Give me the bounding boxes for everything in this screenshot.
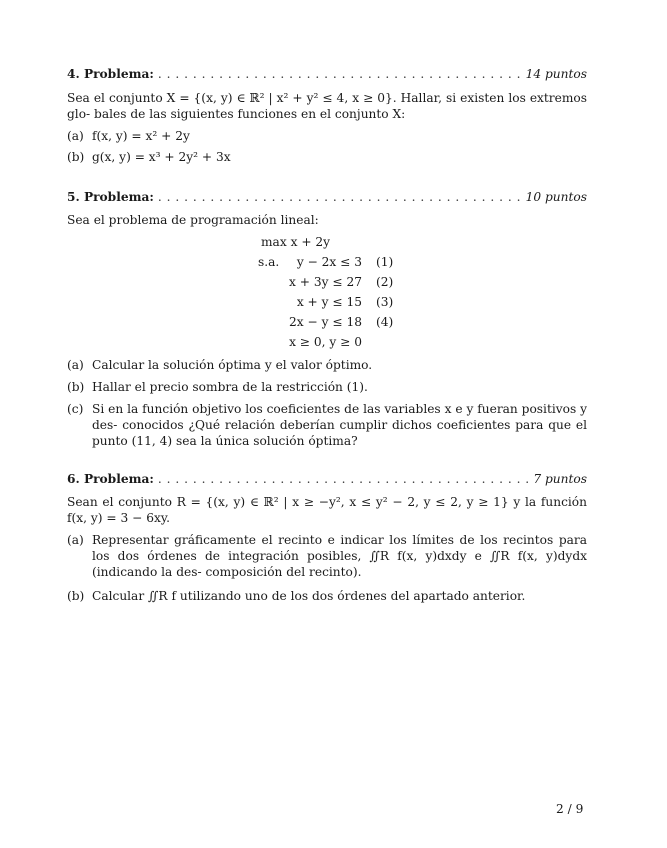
lp-nonnegativity: x ≥ 0, y ≥ 0 [289,335,362,349]
problem-5-header [67,189,587,205]
leader-dots [158,471,531,487]
lp-objective: max x + 2y [261,235,331,249]
item-text: Hallar el precio sombra de la restricción (1). [92,380,368,394]
problem-4-header [67,66,587,82]
item-label: (a) [67,358,84,372]
problem-5-item-c [67,401,587,449]
leader-dots [158,189,524,205]
lp-constraint-4: 2x − y ≤ 18 [289,315,362,329]
lp-constraint-2-number: (2) [376,275,394,289]
problem-6-statement: Sean el conjunto R = {(x, y) ∈ ℝ² | x ≥ −y², x ≤ y² − 2, y ≤ 2, y ≥ 1} y la función f(x, y) = 3 − 6xy. [67,495,587,526]
problem-4-item-a [67,128,587,144]
leader-dots [158,66,524,82]
problem-4-title: 4. Problema: [67,67,154,81]
problem-5-points: 10 puntos [525,190,587,204]
problem-5-title: 5. Problema: [67,190,154,204]
item-label: (c) [67,402,84,416]
problem-5-item-b [67,379,587,395]
item-text: g(x, y) = x³ + 2y² + 3x [92,150,231,164]
item-label: (b) [67,380,85,394]
problem-6-item-a [67,532,587,580]
lp-constraint-2: x + 3y ≤ 27 [289,275,362,289]
problem-4-item-b [67,149,587,165]
page-number: 2 / 9 [556,802,584,816]
item-label: (a) [67,129,84,143]
problem-6-title: 6. Problema: [67,472,154,486]
item-label: (b) [67,150,85,164]
lp-constraint-4-number: (4) [376,315,394,329]
lp-sa-label: s.a. [258,255,280,269]
item-text: Representar gráficamente el recinto e indicar los límites de los recintos para los dos órdenes de integración posibles, ∬R f(x, y)dxdy e ∬R f(x, y)dydx (indicando la des- composición del recinto). [92,533,587,580]
lp-constraint-1-number: (1) [376,255,394,269]
problem-6-header [67,471,587,487]
lp-constraint-1: y − 2x ≤ 3 [296,255,362,269]
item-label: (b) [67,589,85,603]
item-text: Calcular la solución óptima y el valor óptimo. [92,358,373,372]
item-text: Calcular ∬R f utilizando uno de los dos órdenes del apartado anterior. [92,589,526,603]
problem-5-intro: Sea el problema de programación lineal: [67,213,319,227]
lp-constraint-3: x + y ≤ 15 [296,295,362,309]
problem-6-points: 7 puntos [533,472,587,486]
item-text: Si en la función objetivo los coeficientes de las variables x e y fueran positivos y des- conocidos ¿Qué relación deberían cumplir dichos coeficientes para que el punto (11, 4) sea la única solución óptima? [92,402,587,449]
item-text: f(x, y) = x² + 2y [92,129,190,143]
lp-constraint-3-number: (3) [376,295,394,309]
problem-6-item-b [67,588,587,604]
item-label: (a) [67,533,84,547]
problem-5-item-a [67,357,587,373]
problem-4-statement: Sea el conjunto X = {(x, y) ∈ ℝ² | x² + y² ≤ 4, x ≥ 0}. Hallar, si existen los extremos glo- bales de las siguientes funciones en el conjunto X: [67,91,587,122]
problem-4-points: 14 puntos [525,67,587,81]
